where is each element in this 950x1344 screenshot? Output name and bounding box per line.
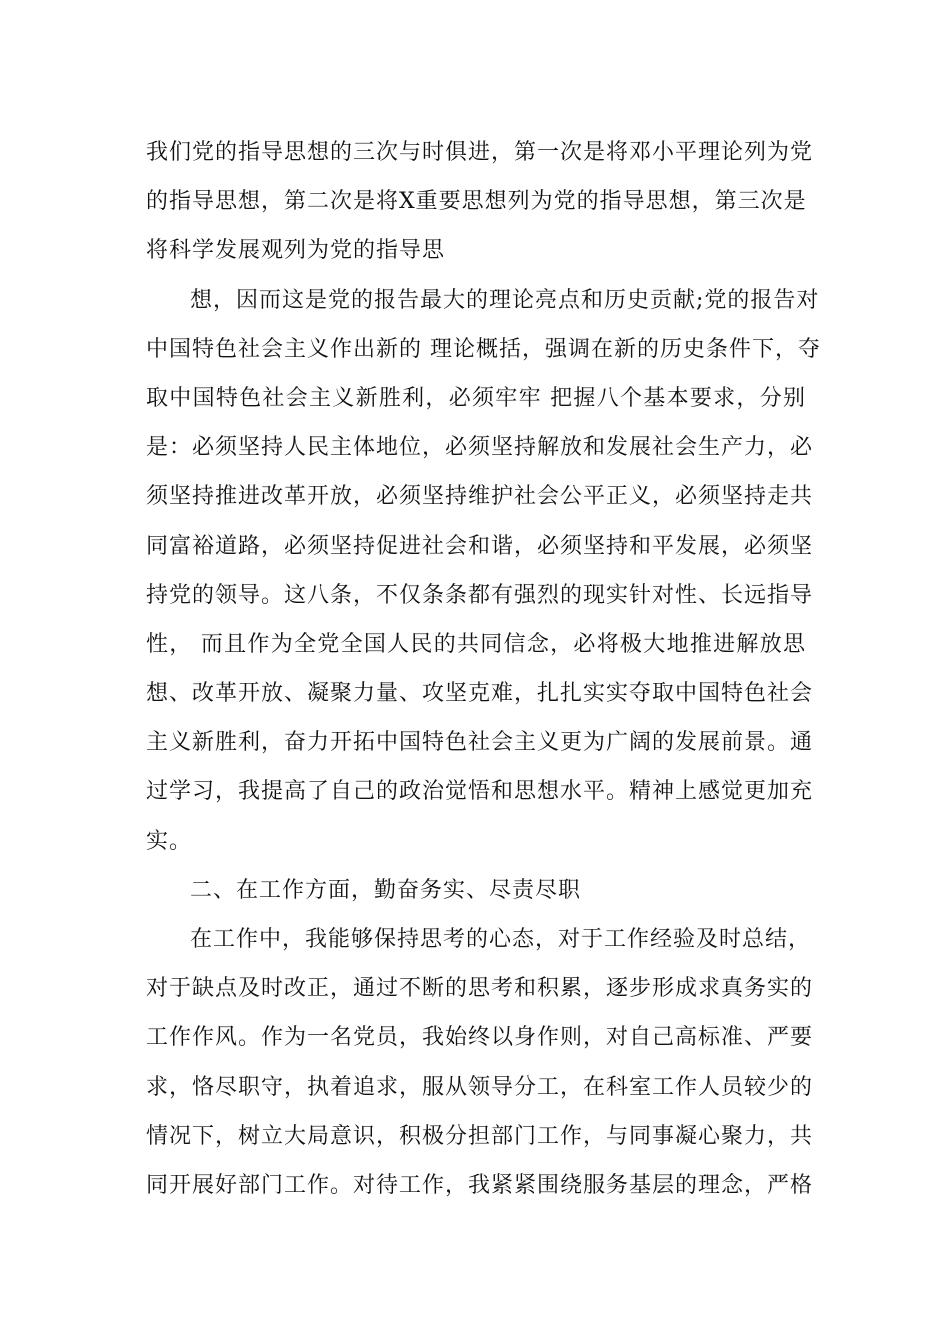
- text-line: 二、在工作方面，勤奋务实、尽责尽职: [190, 877, 582, 903]
- text-line: 工作作风。作为一名党员，我始终以身作则，对自己高标准、严要: [146, 1025, 814, 1051]
- text-line: 主义新胜利，奋力开拓中国特色社会主义更为广阔的发展前景。通: [146, 730, 814, 756]
- text-line: 在工作中，我能够保持思考的心态，对于工作经验及时总结，: [190, 927, 812, 952]
- text-line: 性， 而且作为全党全国人民的共同信念，必将极大地推进解放思: [146, 631, 806, 657]
- text-line: 同开展好部门工作。对待工作，我紧紧围绕服务基层的理念，严格: [146, 1172, 814, 1198]
- text-line: 我们党的指导思想的三次与时俱进，第一次是将邓小平理论列为党: [146, 140, 814, 165]
- text-line: 中国特色社会主义作出新的 理论概括，强调在新的历史条件下，夺: [146, 336, 821, 362]
- text-line: 想，因而这是党的报告最大的理论亮点和历史贡献;党的报告对: [190, 287, 820, 313]
- text-line: 的指导思想，第二次是将X重要思想列为党的指导思想，第三次是: [146, 189, 807, 215]
- text-line: 同富裕道路，必须坚持促进社会和谐，必须坚持和平发展，必须坚: [146, 533, 814, 559]
- text-line: 将科学发展观列为党的指导思: [146, 238, 446, 264]
- text-line: 持党的领导。这八条，不仅条条都有强烈的现实针对性、长远指导: [146, 582, 814, 608]
- text-line: 想、改革开放、凝聚力量、攻坚克难，扎扎实实夺取中国特色社会: [146, 681, 814, 707]
- text-line: 过学习，我提高了自己的政治觉悟和思想水平。精神上感觉更加充: [146, 779, 814, 805]
- text-line: 对于缺点及时改正，通过不断的思考和积累，逐步形成求真务实的: [146, 976, 814, 1002]
- body-text: [146, 128, 821, 1210]
- text-line: 须坚持推进改革开放，必须坚持维护社会公平正义，必须坚持走共: [146, 484, 814, 510]
- text-line: 情况下，树立大局意识，积极分担部门工作，与同事凝心聚力，共: [146, 1123, 814, 1149]
- text-line: 是：必须坚持人民主体地位，必须坚持解放和发展社会生产力，必: [146, 435, 814, 461]
- text-line: 取中国特色社会主义新胜利，必须牢牢 把握八个基本要求，分别: [146, 385, 806, 411]
- text-line: 实。: [146, 828, 193, 854]
- text-line: 求，恪尽职守，执着追求，服从领导分工，在科室工作人员较少的: [146, 1074, 814, 1100]
